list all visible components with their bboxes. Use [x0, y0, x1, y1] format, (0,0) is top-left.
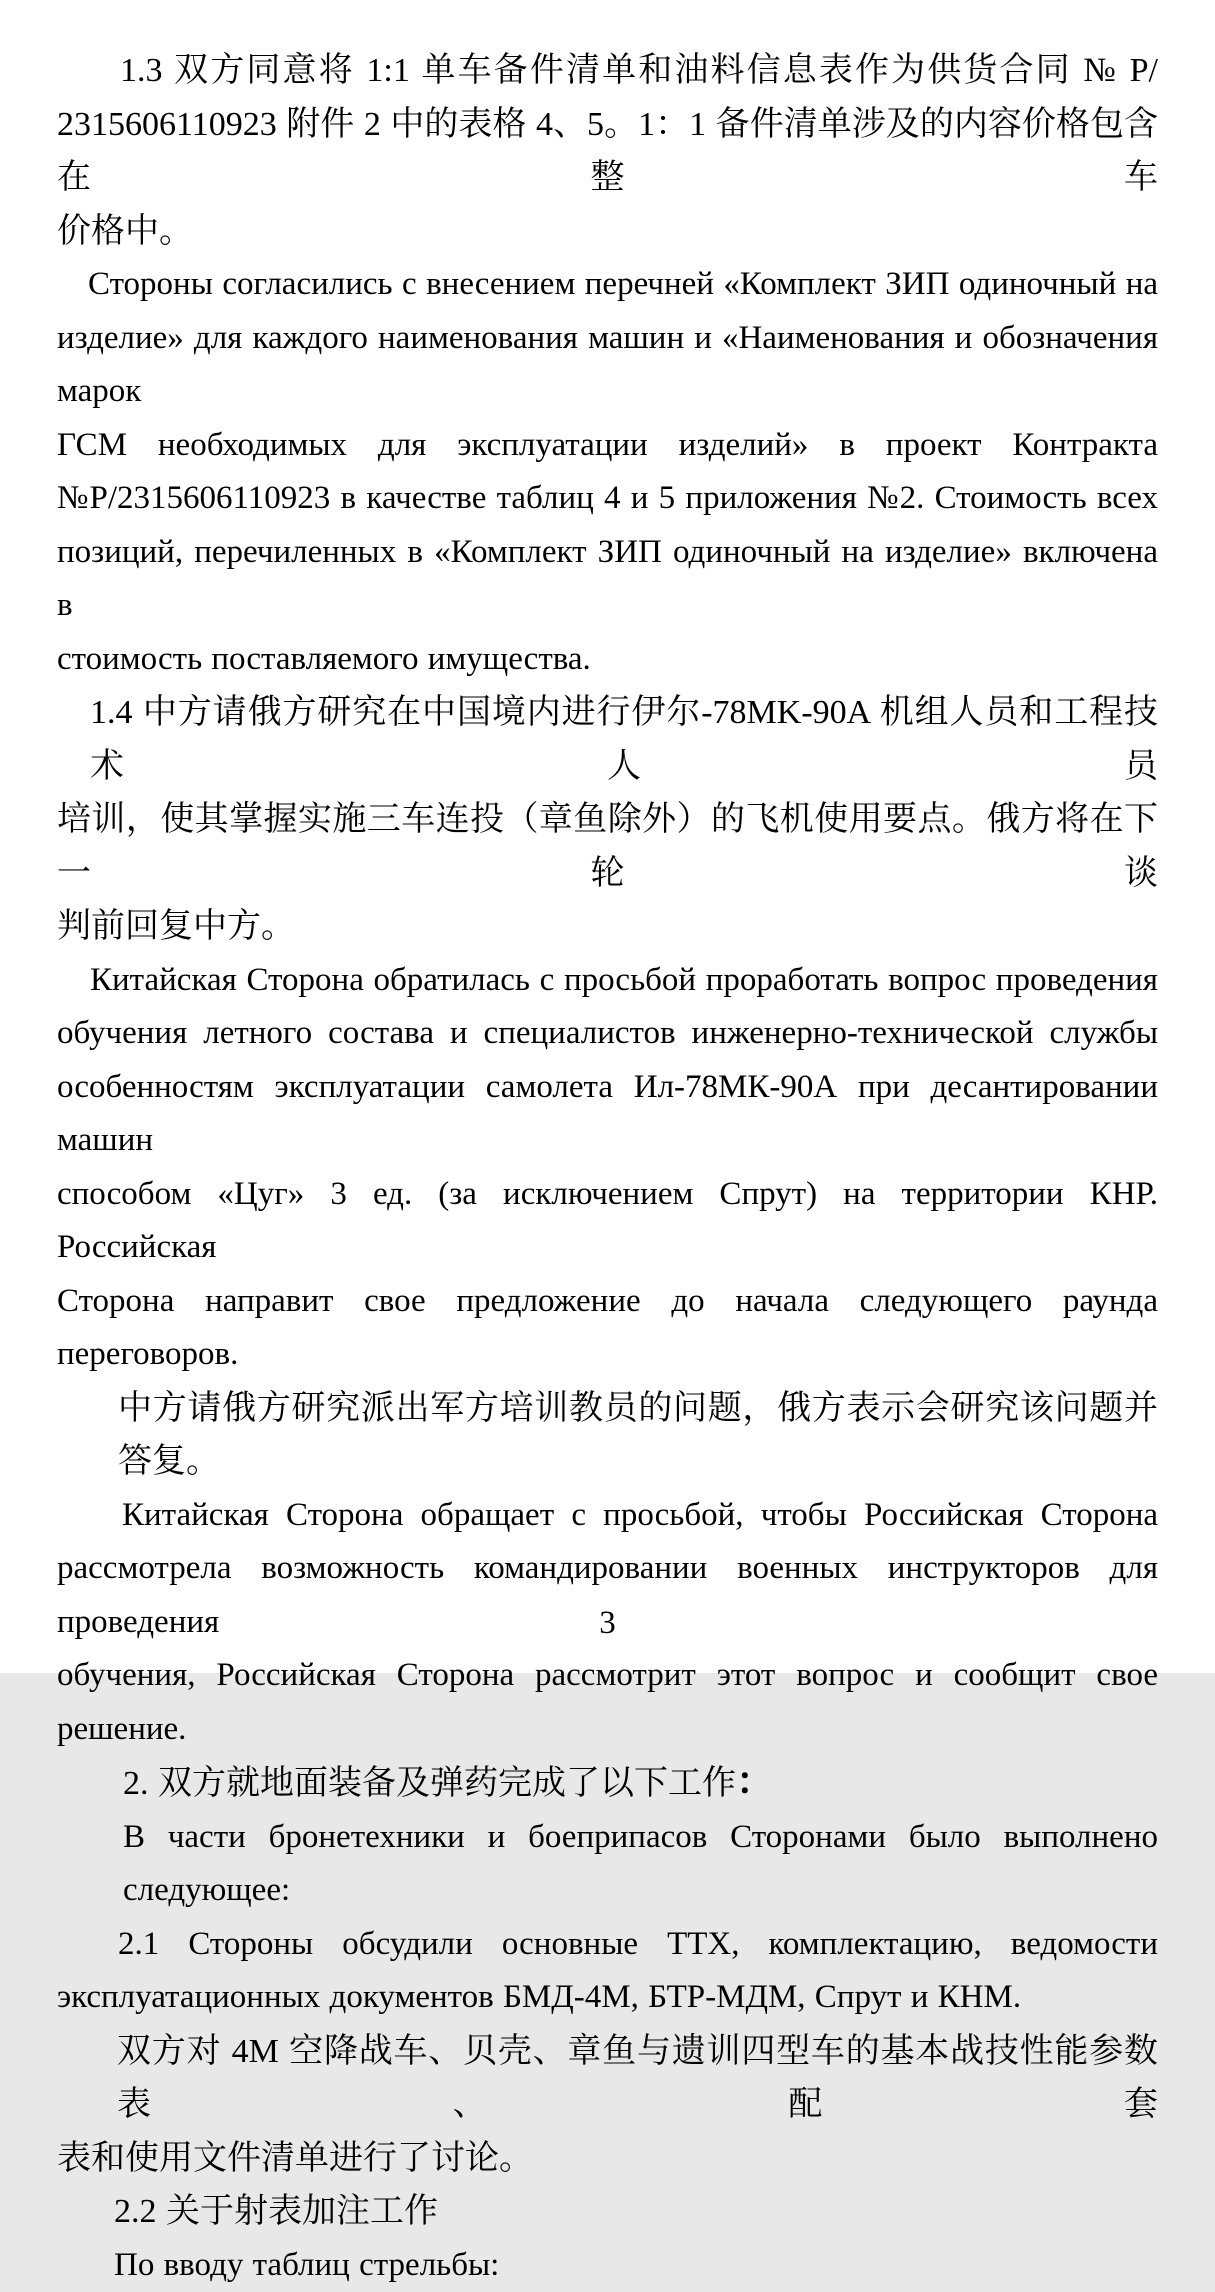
text-line: 2315606110923 附件 2 中的表格 4、5。1：1 备件清单涉及的内容价格包含在整车 [57, 98, 1158, 205]
text-line: Сторона направит свое предложение до начала следующего раунда переговоров. [57, 1275, 1158, 1382]
text-line: 价格中。 [57, 205, 1158, 259]
paragraph [57, 1756, 1158, 1811]
paragraph [57, 2185, 1158, 2239]
text-line: 中方请俄方研究派出军方培训教员的问题，俄方表示会研究该问题并答复。 [57, 1382, 1158, 1489]
text-line: ГСМ необходимых для эксплуатации изделий» в проект Контракта [57, 419, 1158, 473]
text-line: Китайская Сторона обратилась с просьбой проработать вопрос проведения [57, 954, 1158, 1008]
paragraph [57, 686, 1158, 954]
paragraph [57, 1811, 1158, 1918]
paragraph [57, 44, 1158, 258]
text-line: 表和使用文件清单进行了讨论。 [57, 2132, 1158, 2186]
text-line: 双方对 4M 空降战车、贝壳、章鱼与遗训四型车的基本战技性能参数表、配套 [57, 2025, 1158, 2132]
text-line: 培训，使其掌握实施三车连投（章鱼除外）的飞机使用要点。俄方将在下一轮谈 [57, 793, 1158, 900]
paragraph [57, 1382, 1158, 1489]
text-line: 1.4 中方请俄方研究在中国境内进行伊尔-78MK-90A 机组人员和工程技术人员 [57, 686, 1158, 793]
text-line: эксплуатационных документов БМД-4М, БТР-МДМ, Спрут и КНМ. [57, 1971, 1158, 2025]
document-content [57, 44, 1158, 2292]
text-line: №Р/2315606110923 в качестве таблиц 4 и 5 приложения №2. Стоимость всех [57, 472, 1158, 526]
text-line: обучения, Российская Сторона рассмотрит этот вопрос и сообщит свое решение. [57, 1649, 1158, 1756]
text-line: 2.2 关于射表加注工作 [57, 2185, 1158, 2239]
text-line: В части бронетехники и боеприпасов Сторонами было выполнено следующее: [57, 1811, 1158, 1918]
paragraph [57, 2239, 1158, 2292]
paragraph [57, 2025, 1158, 2186]
text-line: Стороны согласились с внесением перечней «Комплект ЗИП одиночный на [57, 258, 1158, 312]
text-line: 判前回复中方。 [57, 900, 1158, 954]
text-line: рассмотрела возможность командировании военных инструкторов для проведения [57, 1542, 1158, 1649]
paragraph [57, 1918, 1158, 2025]
text-line: особенностям эксплуатации самолета Ил-78МК-90А при десантировании машин [57, 1061, 1158, 1168]
text-line: изделие» для каждого наименования машин и «Наименования и обозначения марок [57, 312, 1158, 419]
paragraph [57, 258, 1158, 686]
text-line: стоимость поставляемого имущества. [57, 633, 1158, 687]
text-line: способом «Цуг» 3 ед. (за исключением Спрут) на территории КНР. Российская [57, 1168, 1158, 1275]
text-line: позиций, перечиленных в «Комплект ЗИП одиночный на изделие» включена в [57, 526, 1158, 633]
text-line: Китайская Сторона обращает с просьбой, чтобы Российская Сторона [57, 1489, 1158, 1543]
text-line: 2. 双方就地面装备及弹药完成了以下工作： [57, 1756, 1158, 1811]
text-line: 2.1 Стороны обсудили основные ТТХ, комплектацию, ведомости [57, 1918, 1158, 1972]
heavy-colon: ： [736, 1761, 774, 1803]
text-line: 1.3 双方同意将 1:1 单车备件清单和油料信息表作为供货合同 № P/ [57, 44, 1158, 98]
paragraph [57, 954, 1158, 1382]
text-line: обучения летного состава и специалистов инженерно-технической службы [57, 1007, 1158, 1061]
page-number: 3 [0, 1605, 1215, 1641]
text-line: По вводу таблиц стрельбы: [57, 2239, 1158, 2292]
